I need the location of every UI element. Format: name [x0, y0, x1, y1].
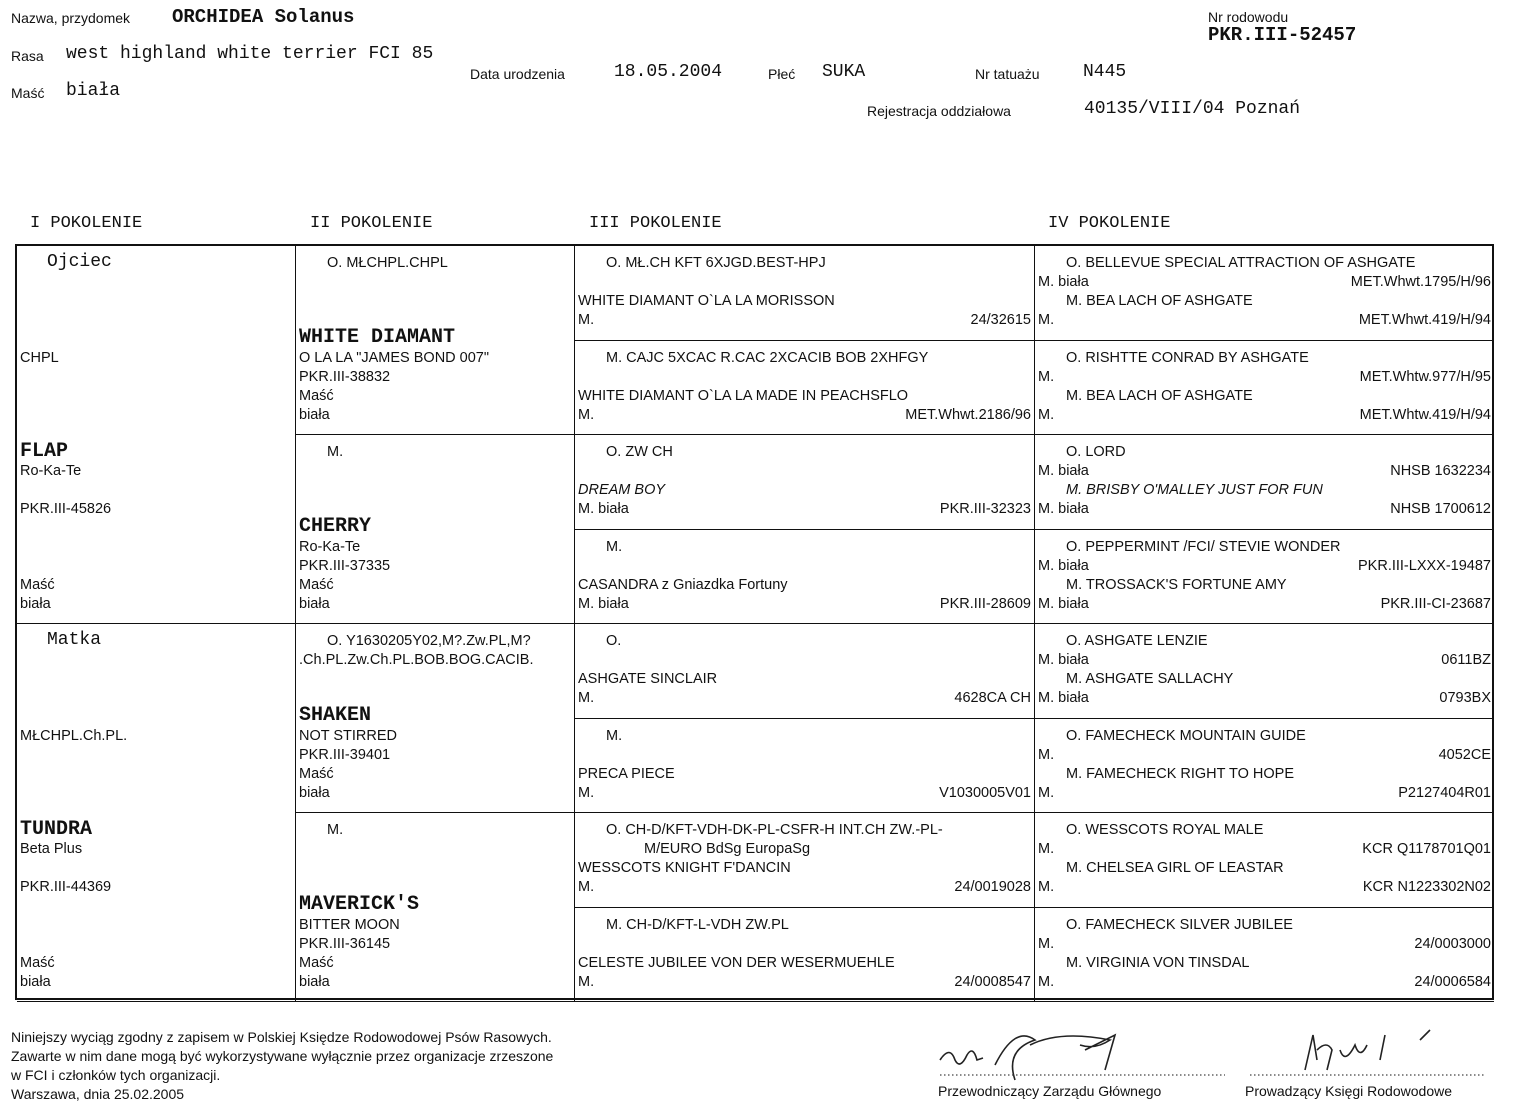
gen2-cell: [296, 813, 575, 1002]
registration-value: 40135/VIII/04 Poznań: [1084, 99, 1301, 119]
tattoo-label: Nr tatuażu: [975, 66, 1040, 82]
registration-number: PKR.III-44369: [20, 879, 112, 895]
registrar-label: Prowadzący Księgi Rodowodowe: [1245, 1083, 1452, 1099]
color-text: M.: [578, 406, 595, 423]
title: O. ZW CH: [606, 444, 673, 460]
title: CHPL: [20, 350, 59, 366]
registration-number: MET.Whwt.419/H/94: [1358, 312, 1491, 328]
registration-number: 24/0008547: [954, 973, 1031, 990]
kennel-name: Ro-Ka-Te: [20, 463, 82, 479]
dam-color-reg: [1038, 406, 1491, 425]
registration-number: V1030005V01: [939, 784, 1031, 801]
registration-label: Rejestracja oddziałowa: [867, 103, 1011, 119]
name-label: Nazwa, przydomek: [11, 10, 131, 26]
gen4-cell: [1035, 246, 1494, 341]
gen3-cell: [575, 246, 1035, 341]
sire-color-reg: [1038, 368, 1491, 387]
color-reg-line: [578, 406, 1031, 425]
color-reg-line: [578, 784, 1031, 803]
color-text: M.: [1038, 368, 1055, 385]
dam-name: M. FAMECHECK RIGHT TO HOPE: [1066, 765, 1295, 782]
title: MŁCHPL.Ch.PL.: [20, 728, 128, 744]
kennel-name: O LA LA "JAMES BOND 007": [299, 350, 490, 366]
color-text: M.: [578, 312, 595, 328]
title-cont: .Ch.PL.Zw.Ch.PL.BOB.BOG.CACIB.: [299, 652, 534, 668]
footer-line: Niniejszy wyciąg zgodny z zapisem w Polskiej Księdze Rodowodowej Psów Rasowych.: [11, 1029, 552, 1045]
registration-number: 4052CE: [1438, 746, 1491, 763]
kennel-name: BITTER MOON: [299, 917, 400, 933]
color-text: M. biała: [1038, 690, 1089, 706]
color-text: M.: [578, 784, 595, 801]
registration-number: PKR.III-45826: [20, 501, 112, 517]
sire-color-reg: [1038, 746, 1491, 765]
animal-name: WHITE DIAMANT O`LA LA MORISSON: [578, 293, 835, 309]
color-text: M.: [1038, 935, 1055, 952]
registration-number: 4628CA CH: [954, 690, 1031, 706]
sex-value: SUKA: [822, 62, 866, 82]
gen3-cell: [575, 719, 1035, 814]
color-text: M.: [1038, 841, 1055, 857]
gen4-cell: [1035, 719, 1494, 814]
color-text: M. biała: [1038, 274, 1089, 290]
sire-color-reg: [1038, 840, 1491, 859]
color-text: M. biała: [578, 595, 629, 612]
title: M.: [606, 538, 623, 555]
registration-number: PKR.III-32323: [939, 501, 1031, 517]
breed-label: Rasa: [11, 48, 44, 64]
color-value: biała: [20, 596, 51, 612]
dam-color-reg: [1038, 500, 1491, 519]
registration-number: 24/0006584: [1414, 973, 1491, 990]
pedigree-table: [15, 244, 1494, 1000]
signature-chairman: [935, 1020, 1235, 1085]
color-reg-line: [578, 973, 1031, 992]
dam-name: M. BRISBY O'MALLEY JUST FOR FUN: [1066, 482, 1323, 498]
dam-color-reg: [1038, 784, 1491, 803]
sire-color-reg: [1038, 557, 1491, 576]
dam-name: M. VIRGINIA VON TINSDAL: [1066, 954, 1250, 971]
sex-label: Płeć: [768, 66, 796, 82]
color-value: biała: [299, 785, 330, 801]
sire-name: O. PEPPERMINT /FCI/ STEVIE WONDER: [1066, 538, 1341, 555]
gen4-cell: [1035, 341, 1494, 436]
color-text: M.: [578, 690, 595, 706]
registration-number: 0793BX: [1439, 690, 1491, 706]
title: M.: [327, 444, 344, 460]
dam-color-reg: [1038, 878, 1491, 897]
color-text: M. biała: [1038, 463, 1089, 479]
color-text: M.: [578, 879, 595, 895]
registration-number: 24/0003000: [1414, 935, 1491, 952]
dam-name: M. BEA LACH OF ASHGATE: [1066, 387, 1253, 404]
color-text: M. biała: [1038, 501, 1089, 517]
footer-line: Zawarte w nim dane mogą być wykorzystywane wyłącznie przez organizacje zrzeszone: [11, 1048, 554, 1064]
animal-name: MAVERICK'S: [299, 893, 420, 916]
gen4-cell: [1035, 908, 1494, 1003]
color-value: biała: [66, 81, 121, 101]
dam-name: M. BEA LACH OF ASHGATE: [1066, 293, 1253, 309]
color-label: Maść: [299, 955, 334, 971]
registration-number: P2127404R01: [1398, 784, 1491, 801]
color-value: biała: [299, 596, 330, 612]
animal-name: WESSCOTS KNIGHT F'DANCIN: [578, 860, 791, 876]
gen-header-1: I POKOLENIE: [30, 214, 143, 233]
color-text: M.: [1038, 784, 1055, 801]
dam-name: M. ASHGATE SALLACHY: [1066, 671, 1234, 687]
sire-name: O. FAMECHECK MOUNTAIN GUIDE: [1066, 727, 1306, 744]
animal-name: WHITE DIAMANT: [299, 326, 456, 349]
color-label: Maść: [20, 955, 55, 971]
dam-color-reg: [1038, 973, 1491, 992]
sire-name: O. WESSCOTS ROYAL MALE: [1066, 822, 1264, 838]
title: O. CH-D/KFT-VDH-DK-PL-CSFR-H INT.CH ZW.-PL-: [606, 822, 943, 838]
sire-cell: [17, 246, 296, 624]
color-reg-line: [578, 595, 1031, 614]
registration-number: MET.Whtw.419/H/94: [1359, 406, 1491, 423]
gen3-cell: [575, 530, 1035, 625]
gen4-cell: [1035, 624, 1494, 719]
footer-line: Warszawa, dnia 25.02.2005: [11, 1086, 185, 1102]
pedigree-number: PKR.III-52457: [1208, 24, 1357, 46]
parent-role: Matka: [47, 630, 102, 650]
color-text: M.: [1038, 406, 1055, 423]
color-text: M.: [1038, 879, 1055, 895]
dam-cell: [17, 624, 296, 1002]
registration-number: PKR.III-38832: [299, 369, 391, 385]
color-text: M. biała: [578, 501, 629, 517]
registration-number: PKR.III-36145: [299, 936, 391, 952]
registration-number: MET.Whwt.1795/H/96: [1350, 274, 1491, 290]
dam-color-reg: [1038, 689, 1491, 708]
sire-color-reg: [1038, 651, 1491, 670]
color-label: Maść: [11, 85, 45, 101]
animal-name: WHITE DIAMANT O`LA LA MADE IN PEACHSFLO: [578, 387, 909, 404]
birth-value: 18.05.2004: [614, 62, 723, 82]
title: M. CH-D/KFT-L-VDH ZW.PL: [606, 916, 789, 933]
parent-role: Ojciec: [47, 252, 112, 272]
gen3-cell: [575, 435, 1035, 530]
gen2-cell: [296, 624, 575, 813]
color-value: biała: [299, 974, 330, 990]
animal-name: PRECA PIECE: [578, 765, 675, 782]
gen-header-3: III POKOLENIE: [589, 214, 722, 233]
gen4-cell: [1035, 530, 1494, 625]
dam-name: M. CHELSEA GIRL OF LEASTAR: [1066, 860, 1284, 876]
color-reg-line: [578, 878, 1031, 897]
sire-name: O. RISHTTE CONRAD BY ASHGATE: [1066, 349, 1309, 366]
dam-color-reg: [1038, 595, 1491, 614]
footer-line: w FCI i członków tych organizacji.: [11, 1067, 221, 1083]
sire-name: O. LORD: [1066, 444, 1126, 460]
sire-name: O. FAMECHECK SILVER JUBILEE: [1066, 916, 1293, 933]
color-value: biała: [20, 974, 51, 990]
title-cont: M/EURO BdSg EuropaSg: [644, 841, 811, 857]
kennel-name: NOT STIRRED: [299, 728, 398, 744]
color-label: Maść: [299, 766, 334, 782]
title: O.: [606, 633, 622, 649]
title: O. Y1630205Y02,M?.Zw.PL,M?: [327, 633, 531, 649]
color-value: biała: [299, 407, 330, 423]
color-text: M. biała: [1038, 652, 1089, 668]
chairman-label: Przewodniczący Zarządu Głównego: [938, 1083, 1162, 1099]
tattoo-value: N445: [1083, 62, 1127, 82]
color-label: Maść: [20, 577, 55, 593]
color-text: M.: [1038, 746, 1055, 763]
color-reg-line: [578, 500, 1031, 519]
registration-number: KCR N1223302N02: [1362, 879, 1491, 895]
registration-number: MET.Whwt.2186/96: [905, 406, 1031, 423]
registration-number: PKR.III-CI-23687: [1380, 595, 1491, 612]
registration-number: NHSB 1700612: [1390, 501, 1491, 517]
color-label: Maść: [299, 577, 334, 593]
dog-name: ORCHIDEA Solanus: [172, 6, 355, 28]
gen3-cell: [575, 813, 1035, 908]
registration-number: 24/0019028: [954, 879, 1031, 895]
gen-header-2: II POKOLENIE: [310, 214, 433, 233]
breed-value: west highland white terrier FCI 85: [66, 44, 434, 64]
animal-name: SHAKEN: [299, 704, 372, 727]
gen4-cell: [1035, 813, 1494, 908]
color-reg-line: [578, 311, 1031, 330]
registration-number: PKR.III-37335: [299, 558, 391, 574]
gen3-cell: [575, 908, 1035, 1003]
sire-color-reg: [1038, 462, 1491, 481]
gen-header-4: IV POKOLENIE: [1048, 214, 1171, 233]
color-text: M. biała: [1038, 557, 1089, 574]
color-text: M. biała: [1038, 595, 1089, 612]
gen2-cell: [296, 435, 575, 624]
pedigree-label: Nr rodowodu: [1208, 9, 1289, 25]
dam-color-reg: [1038, 311, 1491, 330]
sire-name: O. ASHGATE LENZIE: [1066, 633, 1208, 649]
registration-number: 0611BZ: [1441, 652, 1491, 668]
registration-number: PKR.III-LXXX-19487: [1358, 557, 1491, 574]
color-text: M.: [1038, 973, 1055, 990]
animal-name: DREAM BOY: [578, 482, 666, 498]
gen4-cell: [1035, 435, 1494, 530]
title: O. MŁ.CH KFT 6XJGD.BEST-HPJ: [606, 255, 826, 271]
animal-name: CASANDRA z Gniazdka Fortuny: [578, 576, 788, 593]
animal-name: FLAP: [20, 440, 69, 463]
dam-name: M. TROSSACK'S FORTUNE AMY: [1066, 576, 1287, 593]
animal-name: CHERRY: [299, 515, 372, 538]
animal-name: CELESTE JUBILEE VON DER WESERMUEHLE: [578, 954, 895, 971]
color-reg-line: [578, 689, 1031, 708]
sire-color-reg: [1038, 935, 1491, 954]
registration-number: KCR Q1178701Q01: [1362, 841, 1491, 857]
color-text: M.: [1038, 312, 1055, 328]
sire-name: O. BELLEVUE SPECIAL ATTRACTION OF ASHGATE: [1066, 255, 1416, 271]
gen3-cell: [575, 341, 1035, 436]
animal-name: TUNDRA: [20, 818, 93, 841]
color-label: Maść: [299, 388, 334, 404]
title: M.: [606, 727, 623, 744]
title: M. CAJC 5XCAC R.CAC 2XCACIB BOB 2XHFGY: [606, 349, 929, 366]
kennel-name: Beta Plus: [20, 841, 83, 857]
animal-name: ASHGATE SINCLAIR: [578, 671, 718, 687]
kennel-name: Ro-Ka-Te: [299, 539, 361, 555]
color-text: M.: [578, 973, 595, 990]
registration-number: NHSB 1632234: [1390, 463, 1491, 479]
sire-color-reg: [1038, 273, 1491, 292]
registration-number: MET.Whtw.977/H/95: [1359, 368, 1491, 385]
registration-number: 24/32615: [970, 312, 1031, 328]
birth-label: Data urodzenia: [470, 66, 565, 82]
title: O. MŁCHPL.CHPL: [327, 255, 448, 271]
gen3-cell: [575, 624, 1035, 719]
title: M.: [327, 822, 344, 838]
registration-number: PKR.III-39401: [299, 747, 391, 763]
signature-registrar: [1245, 1020, 1495, 1085]
gen2-cell: [296, 246, 575, 435]
registration-number: PKR.III-28609: [939, 595, 1031, 612]
